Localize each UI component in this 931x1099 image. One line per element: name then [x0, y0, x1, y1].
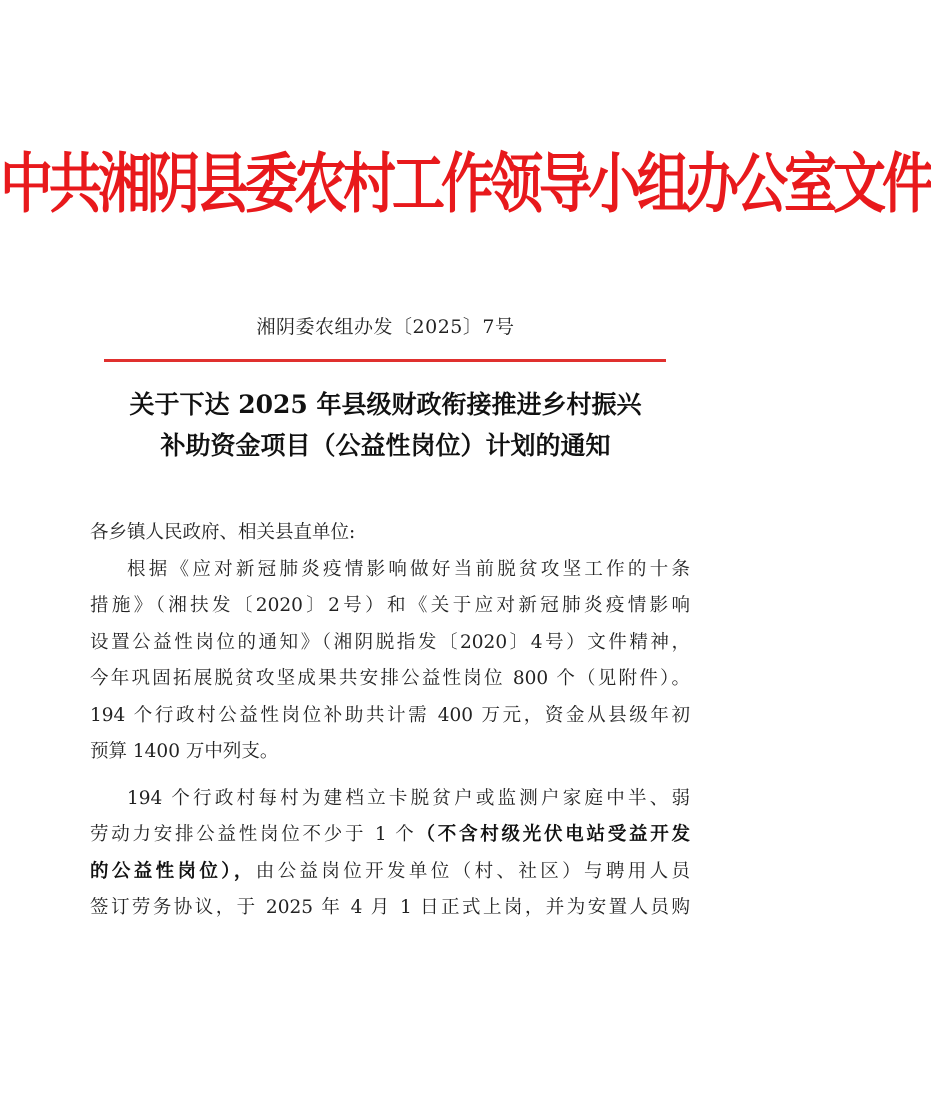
document-number: 湘阴委农组办发〔2025〕7号 — [256, 316, 515, 338]
masthead-text: 中共湘阴县委农村工作领导小组办公室文件 — [0, 146, 931, 222]
paragraph-1 — [90, 552, 690, 771]
paragraph-1-line-3: 设置公益性岗位的通知》（湘阴脱指发〔2020〕4号）文件精神， — [90, 631, 690, 653]
paragraph-1-line-1: 根据《应对新冠肺炎疫情影响做好当前脱贫攻坚工作的十条 — [127, 558, 690, 580]
paragraph-2 — [90, 781, 690, 927]
paragraph-2-line-3-plain: 由公益岗位开发单位（村、社区）与聘用人员 — [255, 860, 690, 882]
paragraph-2-line-4: 签订劳务协议，于 2025 年 4 月 1 日正式上岗，并为安置人员购 — [90, 897, 690, 918]
masthead-title — [0, 144, 931, 224]
paragraph-spacer — [90, 771, 690, 781]
notice-title — [80, 384, 691, 466]
salutation: 各乡镇人民政府、相关县直单位: — [90, 522, 356, 543]
paragraph-1-line-2: 措施》（湘扶发〔2020〕2号）和《关于应对新冠肺炎疫情影响 — [90, 595, 690, 616]
notice-title-line-1: 关于下达 2025 年县级财政衔接推进乡村振兴 — [129, 390, 642, 419]
paragraph-2-line-2-bold: （不含村级光伏电站受益开发 — [416, 824, 690, 845]
red-divider-line — [104, 359, 666, 362]
paragraph-2-line-3 — [90, 854, 690, 891]
paragraph-2-line-1: 194 个行政村每村为建档立卡脱贫户或监测户家庭中半、弱 — [127, 787, 690, 809]
document-body — [90, 515, 690, 927]
paragraph-1-line-4: 今年巩固拓展脱贫攻坚成果共安排公益性岗位 800 个（见附件）。 — [90, 668, 690, 689]
paragraph-2-line-2 — [90, 817, 690, 854]
paragraph-1-line-6: 预算 1400 万中列支。 — [90, 741, 279, 762]
paragraph-1-line-5: 194 个行政村公益性岗位补助共计需 400 万元，资金从县级年初 — [90, 704, 690, 726]
notice-title-line-2: 补助资金项目（公益性岗位）计划的通知 — [160, 431, 611, 460]
paragraph-2-line-3-bold: 的公益性岗位）， — [90, 860, 256, 882]
paragraph-2-line-2-plain: 劳动力安排公益性岗位不少于 1 个 — [90, 824, 417, 845]
